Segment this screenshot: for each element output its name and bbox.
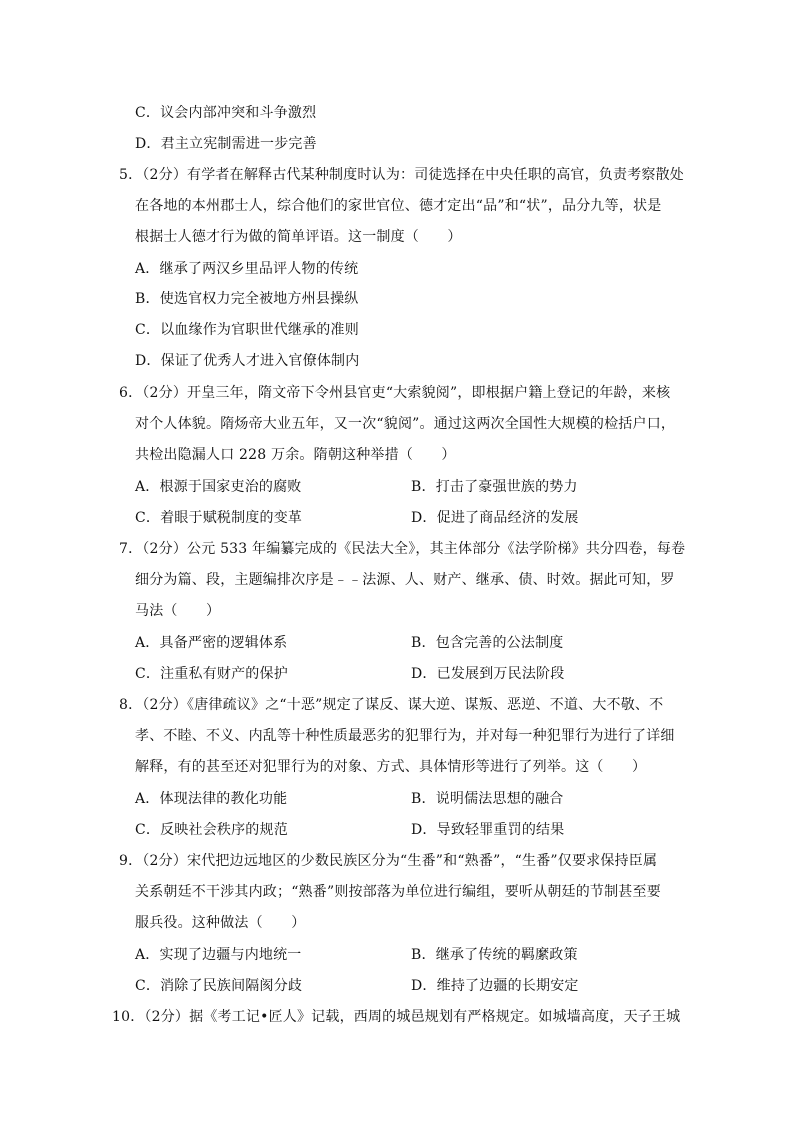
question-6-option-a: A．根源于国家吏治的腐败 [135,479,302,495]
question-6-line-3: 共检出隐漏人口 228 万余。隋朝这种举措（ ） [135,447,456,463]
question-9-option-d: D．维持了边疆的长期安定 [411,978,579,994]
question-7-line-3: 马法（ ） [135,603,221,619]
question-5-line-1: 5．（2分）有学者在解释古代某种制度时认为：司徒选择在中央任职的高官，负责考察散处 [119,167,685,183]
question-8-line-2: 孝、不睦、不义、内乱等十种性质最恶劣的犯罪行为，并对每一种犯罪行为进行了详细 [135,728,675,744]
question-8-option-c: C．反映社会秩序的规范 [135,822,288,838]
question-5-option-c: C．以血缘作为官职世代继承的准则 [135,322,359,338]
question-7-line-2: 细分为篇、段，主题编排次序是﹣﹣法源、人、财产、继承、债、时效。据此可知，罗 [135,572,675,588]
question-8-option-b: B．说明儒法思想的融合 [411,791,564,807]
option-d-carry: D．君主立宪制需进一步完善 [135,136,317,152]
question-6-line-2: 对个人体貌。隋炀帝大业五年，又一次“貌阅”。通过这两次全国性大规模的检括户口， [135,416,676,432]
question-6-option-b: B．打击了豪强世族的势力 [411,479,578,495]
question-9-line-1: 9．（2分）宋代把边远地区的少数民族区分为“生番”和“熟番”，“生番”仅要求保持臣属 [119,853,658,869]
question-6-option-c: C．着眼于赋税制度的变革 [135,510,303,526]
question-5-line-2: 在各地的本州郡士人，综合他们的家世官位、德才定出“品”和“状”，品分九等，状是 [135,198,662,214]
question-8-option-d: D．导致轻罪重罚的结果 [411,822,565,838]
question-5-option-b: B．使选官权力完全被地方州县操纵 [135,291,359,307]
question-10-line-1: 10．（2分）据《考工记•匠人》记载，西周的城邑规划有严格规定。如城墙高度，天子王城 [112,1009,681,1025]
question-9-line-2: 关系朝廷不干涉其内政；“熟番”则按部落为单位进行编组，要听从朝廷的节制甚至要 [135,884,661,900]
question-7-option-c: C．注重私有财产的保护 [135,666,288,682]
question-5-line-3: 根据士人德才行为做的简单评语。这一制度（ ） [135,229,462,245]
question-7-option-a: A．具备严密的逻辑体系 [135,635,288,651]
question-9-option-b: B．继承了传统的羁縻政策 [411,947,578,963]
question-8-line-3: 解释，有的甚至还对犯罪行为的对象、方式、具体情形等进行了列举。这（ ） [135,759,647,775]
question-5-option-a: A．继承了两汉乡里品评人物的传统 [135,261,359,277]
question-9-option-c: C．消除了民族间隔阂分歧 [135,978,303,994]
question-9-line-3: 服兵役。这种做法（ ） [135,915,306,931]
question-5-option-d: D．保证了优秀人才进入官僚体制内 [135,353,360,369]
question-7-line-1: 7．（2分）公元 533 年编纂完成的《民法大全》，其主体部分《法学阶梯》共分四卷，每卷 [119,541,686,557]
question-8-option-a: A．体现法律的教化功能 [135,791,288,807]
option-c-carry: C．议会内部冲突和斗争激烈 [135,105,317,121]
question-7-option-b: B．包含完善的公法制度 [411,635,564,651]
question-7-option-d: D．已发展到万民法阶段 [411,666,565,682]
question-6-option-d: D．促进了商品经济的发展 [411,510,579,526]
question-8-line-1: 8．（2分）《唐律疏议》之“十恶”规定了谋反、谋大逆、谋叛、恶逆、不道、大不敬、不 [119,697,664,713]
question-9-option-a: A．实现了边疆与内地统一 [135,947,302,963]
question-6-line-1: 6．（2分）开皇三年，隋文帝下令州县官吏“大索貌阅”，即根据户籍上登记的年龄，来核 [119,385,671,401]
